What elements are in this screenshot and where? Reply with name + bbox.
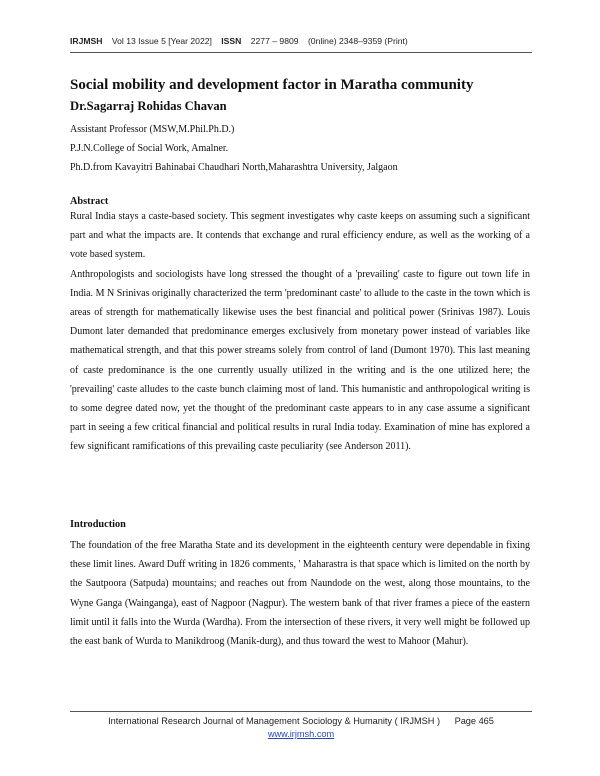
introduction-body: [70, 536, 530, 651]
abstract-paragraph: Rural India stays a caste-based society. This segment investigates why caste keeps on assuming such a significant part and what the impacts are. It contends that exchange and rural efficiency endure, as well as the working of a vote based system.: [70, 211, 530, 261]
introduction-paragraph: The foundation of the free Maratha State and its development in the eighteenth century were dependable in fixing these limit lines. Award Duff writing in 1826 comments, ' Maharastra is that space which is limited on the north by the Sautpoora (Satpuda) mountains; and reaches out from Naundode on the west, along those mountains, to the Wyne Ganga (Wainganga), east of Nagpoor (Nagpur). The western bank of that river frames a piece of the eastern limit until it falls into the Wurda (Wardha). From the intersection of these rivers, it very well might be followed up the east bank of Wurda to Manikdroog (Manik-durg), and thus toward the west to Mahoor (Mahur).: [70, 540, 530, 648]
author-affiliation: Assistant Professor (MSW,M.Phil.Ph.D.): [70, 124, 235, 135]
author-affiliation: Ph.D.from Kavayitri Bahinabai Chaudhari North,Maharashtra University, Jalgaon: [70, 162, 398, 173]
author-affiliation: P.J.N.College of Social Work, Amalner.: [70, 143, 229, 154]
running-footer: [70, 715, 532, 727]
page-number: Page 465: [454, 716, 494, 726]
footer-divider: [70, 711, 532, 712]
header-divider: [70, 52, 532, 53]
abstract-heading: Abstract: [70, 196, 109, 207]
issn-online-print: (0nline) 2348–9359 (Print): [307, 36, 408, 46]
introduction-heading: Introduction: [70, 519, 126, 530]
issn-label: ISSN: [221, 36, 242, 46]
journal-abbrev: IRJMSH: [70, 36, 103, 46]
footer-journal-name: International Research Journal of Management Sociology & Humanity ( IRJMSH ): [108, 716, 440, 726]
running-header: [70, 36, 532, 46]
journal-website-link[interactable]: www.irjmsh.com: [267, 729, 335, 739]
author-name: Dr.Sagarraj Rohidas Chavan: [70, 99, 227, 113]
issn-value: 2277 – 9809: [250, 36, 299, 46]
paper-title: Social mobility and development factor in Maratha community: [70, 77, 474, 93]
abstract-body: [70, 207, 530, 457]
abstract-paragraph: Anthropologists and sociologists have long stressed the thought of a 'prevailing' caste to figure out town life in India. M N Srinivas originally characterized the term 'predominant caste' to allude to the caste in the town which is areas of strength for mathematically likewise uses the best financial and political power (Srinivas 1987). Louis Dumont later demanded that predominance emerges exclusively from monetary power instead of variables like mathematical strength, and that this power streams solely from control of land (Dumont 1970). This last meaning of caste predominance is the one currently usually utilized in the writing and is the one utilized here; the 'prevailing' caste alludes to the caste bunch claiming most of land. This humanistic and anthropological writing is to some degree dated now, yet the thought of the predominant caste appears to in any case assume a significant part in seeing a few critical financial and political results in rural India today. Examination of mine has explored a few significant ramifications of this prevailing caste peculiarity (see Anderson 2011).: [70, 268, 530, 453]
issue-info: Vol 13 Issue 5 [Year 2022]: [111, 36, 212, 46]
